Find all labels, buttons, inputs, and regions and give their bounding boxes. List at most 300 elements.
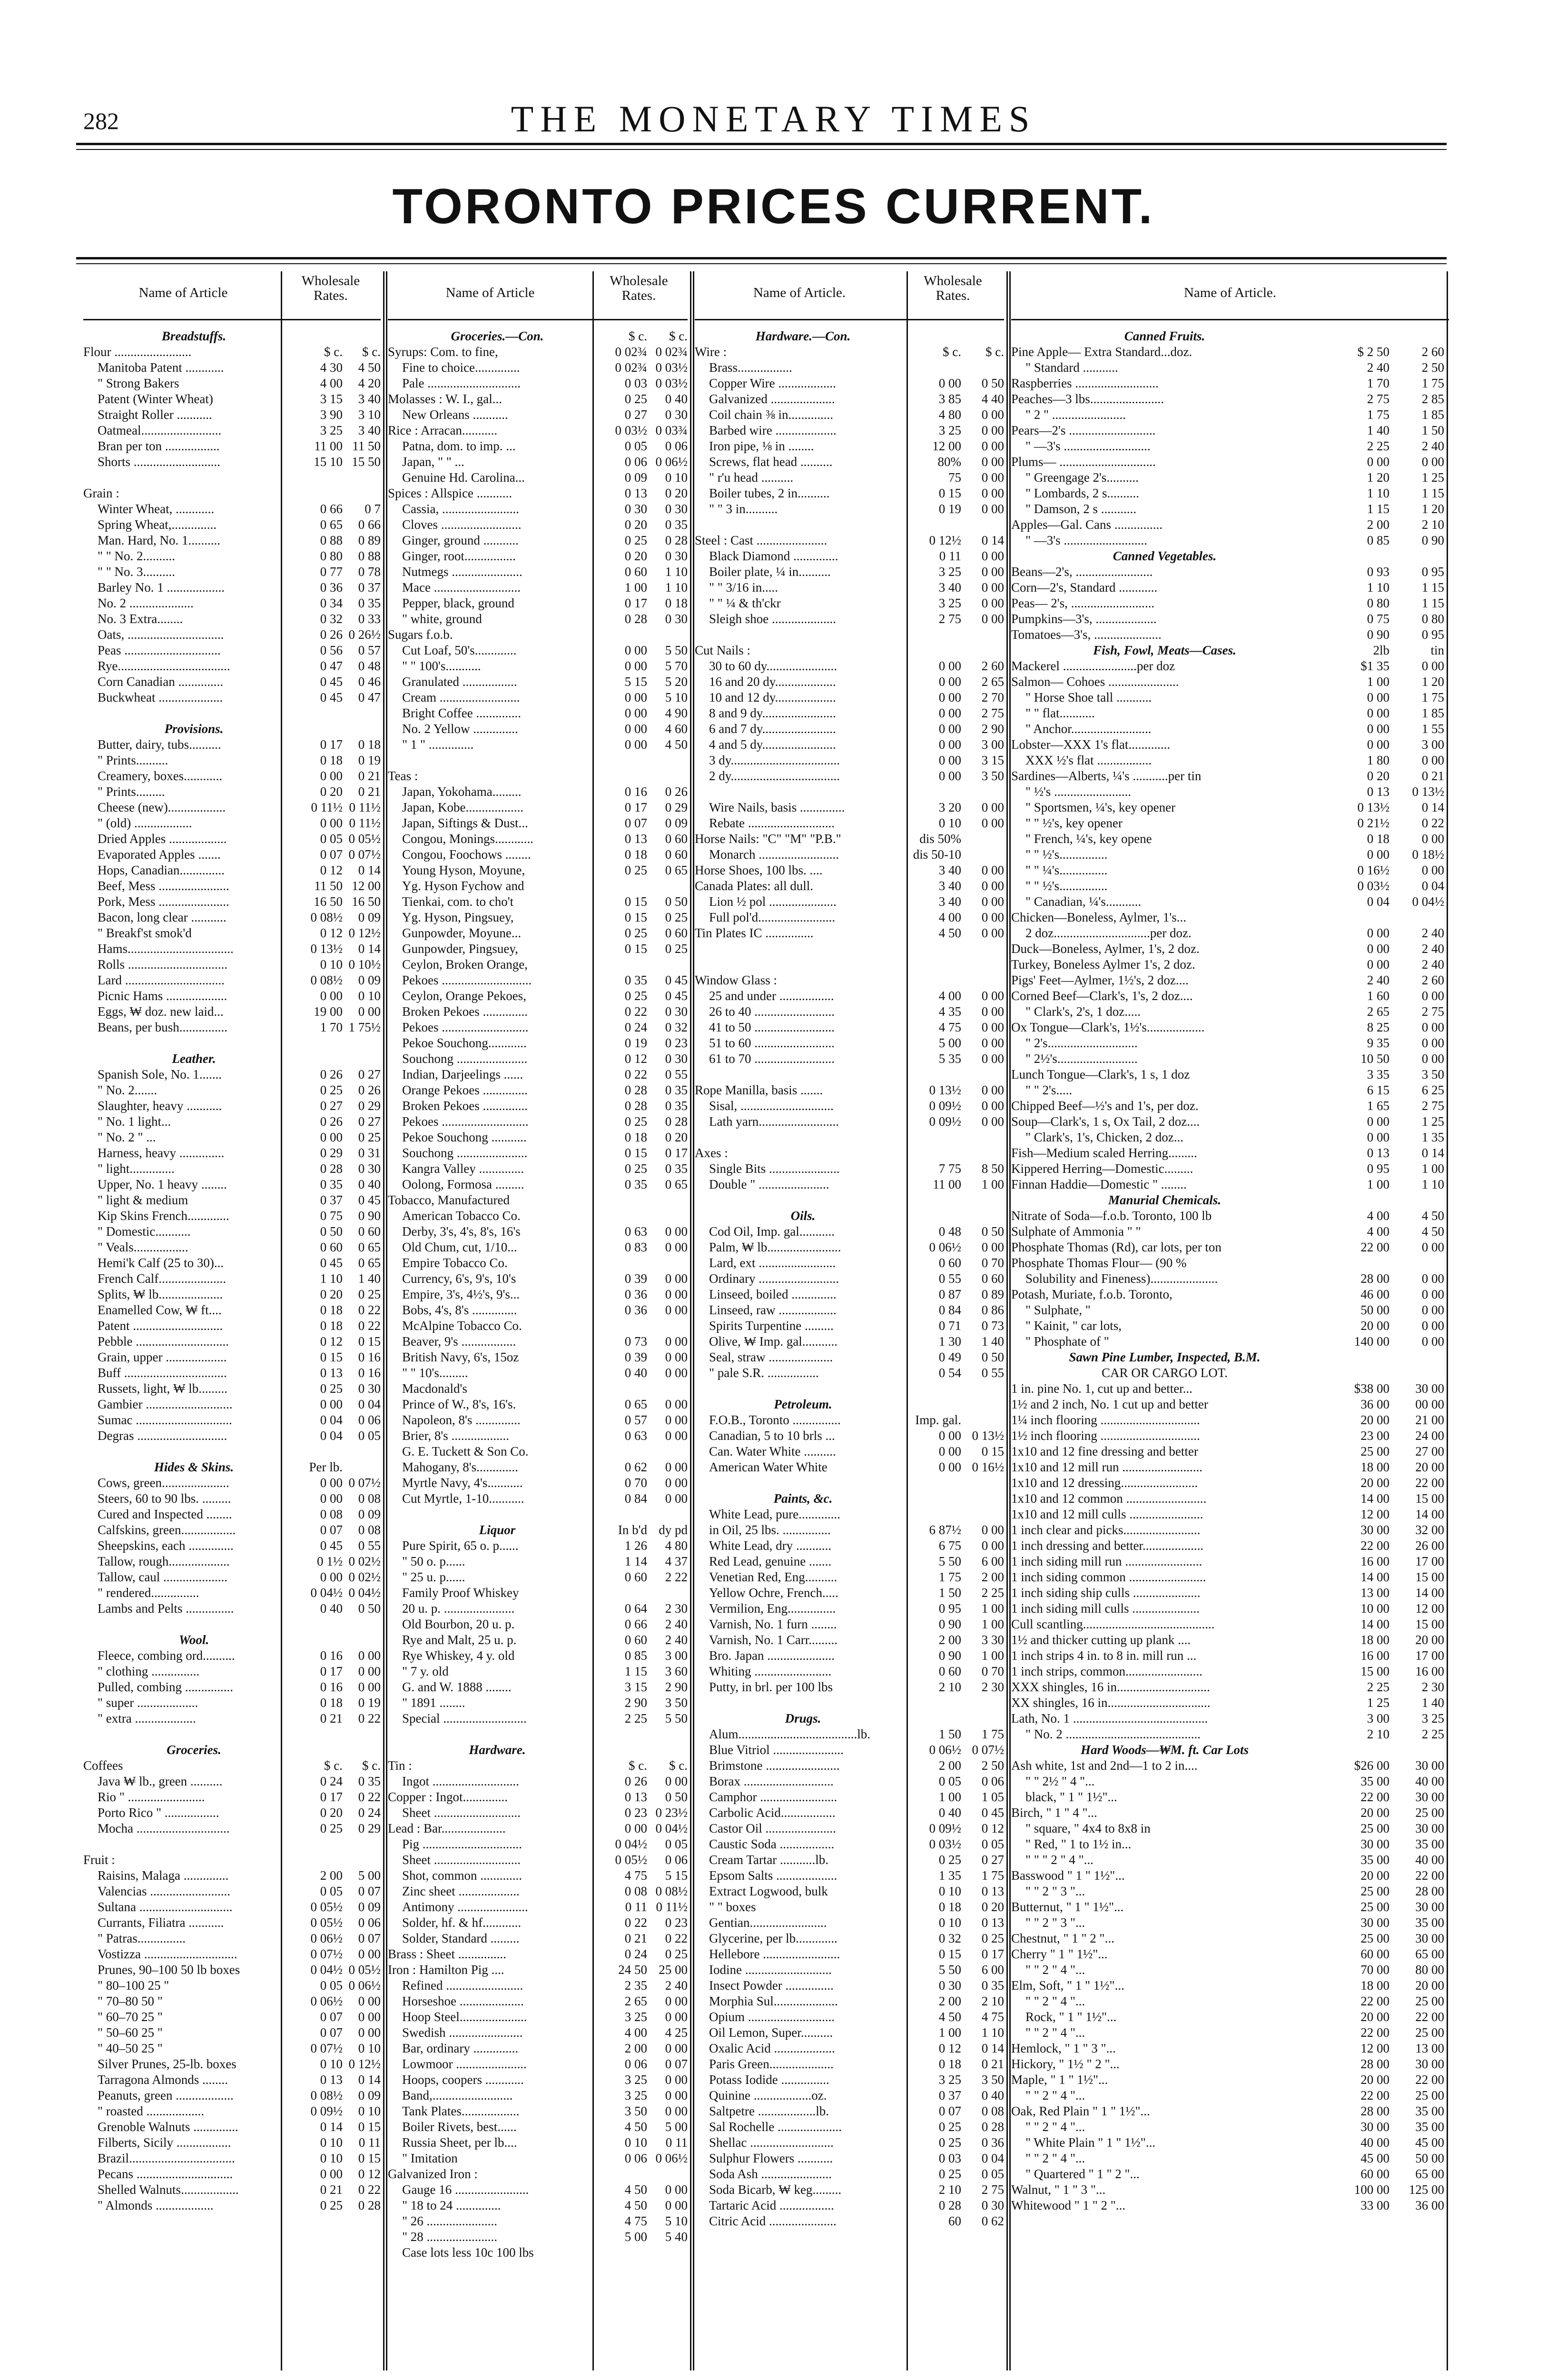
price-low: 0 14 <box>320 2120 343 2134</box>
column-divider <box>383 271 384 2370</box>
price-low: 0 25 <box>938 2167 961 2181</box>
price-row <box>695 1349 1004 1365</box>
article-name: 25 and under ................. <box>709 989 834 1003</box>
price-low <box>911 1475 961 1491</box>
price-low: 0 28 <box>624 1083 647 1097</box>
article-name: G. E. Tuckett & Son Co. <box>402 1444 529 1458</box>
article-name: Breadstuffs. <box>161 329 227 343</box>
price-high: 0 00 <box>1421 1051 1444 1066</box>
article-name: Citric Acid ..................... <box>709 2214 837 2228</box>
article-name <box>83 1444 305 1459</box>
price-low: 0 18 <box>320 753 343 767</box>
price-row <box>1011 1554 1444 1569</box>
section-heading <box>695 1208 1004 1224</box>
price-high: 0 16 <box>358 1366 381 1380</box>
price-low: 0 00 <box>624 659 647 673</box>
price-row <box>388 1035 688 1051</box>
article-name: " No. 1 light... <box>98 1114 171 1129</box>
article-name: " 28 ...................... <box>402 2230 498 2244</box>
article-name: Beans, per bush............... <box>98 1020 227 1034</box>
article-name: Epsom Salts ................... <box>709 1868 838 1883</box>
price-low: 0 00 <box>1367 926 1389 940</box>
article-name: Phosphate Thomas Flour— (90 % <box>1011 1256 1187 1270</box>
price-high: 0 21 <box>358 769 381 783</box>
price-row <box>83 1271 381 1287</box>
price-low: 0 17 <box>320 737 343 752</box>
price-row <box>1011 815 1444 831</box>
article-name: Evaporated Apples ....... <box>98 847 221 862</box>
price-low: 0 87 <box>938 1287 961 1301</box>
price-low: 0 25 <box>624 863 647 877</box>
price-high: 2 90 <box>981 722 1004 736</box>
article-name: Empire, 3's, 4½'s, 9's... <box>402 1287 520 1301</box>
article-name: Coil chain ⅜ in.............. <box>709 407 833 422</box>
column-header-4 <box>1011 274 1449 320</box>
price-low: 0 80 <box>1367 596 1389 610</box>
article-name: Galvanized Iron : <box>388 2167 478 2181</box>
price-low: 0 22 <box>624 1004 647 1019</box>
price-high: 40 00 <box>1415 1853 1444 1867</box>
price-row <box>1011 894 1444 910</box>
price-row <box>1011 2103 1444 2119</box>
article-name: " 18 to 24 .............. <box>402 2198 501 2212</box>
price-low: 0 07 <box>320 2025 343 2040</box>
article-name: Alum.....................................lb. <box>709 1727 871 1741</box>
price-high <box>961 517 1004 533</box>
price-low: 0 00 <box>1367 942 1389 956</box>
price-low: 0 00 <box>938 737 961 752</box>
price-high: 0 40 <box>981 2088 1004 2102</box>
article-name: Tomatoes—3's, ..................... <box>1011 627 1162 642</box>
price-high: 25 00 <box>1415 1805 1444 1820</box>
article-name: Kip Skins French............. <box>98 1209 229 1223</box>
price-low <box>305 1632 343 1648</box>
price-high: 0 50 <box>665 1790 688 1804</box>
price-row <box>695 1287 1004 1302</box>
price-high: 25 00 <box>659 1963 688 1977</box>
price-row <box>388 2103 688 2119</box>
article-name: " Clark's, 2's, 1 doz..... <box>1025 1004 1141 1019</box>
price-low: 0 26 <box>624 1774 647 1788</box>
price-row <box>1011 1397 1444 1412</box>
price-high: 0 09 <box>358 1507 381 1521</box>
article-name: " 2 " ....................... <box>1025 407 1126 422</box>
price-row <box>695 1067 1004 1082</box>
price-high: 0 00 <box>1421 1334 1444 1349</box>
price-high: 0 00 <box>981 1240 1004 1254</box>
article-name: Tarragona Almonds ........ <box>98 2073 228 2087</box>
price-row <box>83 595 381 611</box>
price-low: 1 00 <box>938 2025 961 2040</box>
article-name <box>695 957 911 972</box>
price-high <box>647 1255 688 1271</box>
price-low <box>911 972 961 988</box>
price-row <box>388 1993 688 2009</box>
price-high: 0 36 <box>981 2135 1004 2150</box>
article-name: Oolong, Formosa ......... <box>402 1177 524 1191</box>
article-name: " No. 2....... <box>98 1083 158 1097</box>
price-row <box>1011 1931 1444 1946</box>
price-row <box>388 376 688 391</box>
price-row <box>1011 863 1444 878</box>
price-row <box>1011 595 1444 611</box>
article-name: Ingot ........................... <box>402 1774 519 1788</box>
price-high <box>961 643 1004 658</box>
price-row <box>388 1507 688 1522</box>
price-high <box>343 1632 381 1648</box>
price-low: 3 35 <box>1367 1067 1389 1081</box>
article-name: " Horse Shoe tall ........... <box>1025 690 1152 704</box>
article-name: " " ¼'s............... <box>1025 863 1108 877</box>
article-name: " " No. 3.......... <box>98 565 176 579</box>
article-name: " Domestic........... <box>98 1224 191 1239</box>
price-low: 0 65 <box>320 517 343 532</box>
price-low: 2 25 <box>624 1711 647 1726</box>
price-low <box>911 1397 961 1412</box>
section-heading <box>83 1632 381 1648</box>
price-row <box>1011 1130 1444 1145</box>
price-high: 0 25 <box>981 1931 1004 1945</box>
price-low: 3 25 <box>938 565 961 579</box>
price-row <box>388 847 688 863</box>
price-low: 0 18 <box>938 1900 961 1914</box>
price-high: 0 65 <box>665 863 688 877</box>
price-high: 0 14 <box>358 863 381 877</box>
article-name: Oxalic Acid ................... <box>709 2041 835 2055</box>
article-name: Oils. <box>790 1209 816 1223</box>
article-name <box>388 753 607 768</box>
article-name: Elm, Soft, " 1 " 1½"... <box>1011 1978 1124 1993</box>
price-low: 0 26 <box>320 627 343 642</box>
price-high: 0 00 <box>665 1271 688 1286</box>
price-row <box>83 1428 381 1444</box>
price-row <box>388 1601 688 1616</box>
price-low: 1 26 <box>624 1538 647 1553</box>
price-high <box>961 1695 1004 1711</box>
price-high: 0 07 <box>358 1931 381 1945</box>
price-row <box>83 548 381 564</box>
article-name <box>83 705 305 721</box>
price-low: 0 15 <box>624 942 647 956</box>
article-name: Salmon— Cohoes ...................... <box>1011 674 1179 689</box>
price-high: 2 25 <box>981 1586 1004 1600</box>
price-low: 0 15 <box>938 1947 961 1961</box>
price-high: 0 00 <box>665 1428 688 1443</box>
price-row <box>83 2151 381 2166</box>
price-high: 15 50 <box>352 455 381 469</box>
price-low: 3 25 <box>938 596 961 610</box>
price-high: 0 00 <box>1421 1240 1444 1254</box>
price-low: 15 00 <box>1360 1664 1389 1678</box>
price-row <box>1011 753 1444 768</box>
price-high: 2 85 <box>1421 392 1444 406</box>
price-row <box>1011 1302 1444 1318</box>
price-high: 0 00 <box>981 910 1004 924</box>
price-low: 0 80 <box>320 549 343 563</box>
price-high <box>1389 1192 1444 1208</box>
article-name: Pecans .............................. <box>98 2167 233 2181</box>
price-row <box>83 815 381 831</box>
price-low: 0 20 <box>320 784 343 799</box>
article-name: Mahogany, 8's............. <box>402 1460 518 1474</box>
price-low: 0 08 <box>320 1507 343 1521</box>
price-low: 0 47 <box>320 659 343 673</box>
price-row <box>695 1035 1004 1051</box>
price-high: 0 00 <box>665 1350 688 1364</box>
price-low: 0 71 <box>938 1319 961 1333</box>
article-name: " 25 u. p...... <box>402 1570 465 1584</box>
price-low: 14 00 <box>1360 1491 1389 1506</box>
price-high: 5 20 <box>665 674 688 689</box>
price-low: 33 00 <box>1360 2198 1389 2212</box>
price-high: 0 00 <box>665 1994 688 2008</box>
price-high: 16 50 <box>352 894 381 909</box>
price-row <box>1011 1475 1444 1491</box>
price-high: 15 00 <box>1415 1491 1444 1506</box>
price-row <box>83 1114 381 1130</box>
price-high: 2 40 <box>1421 957 1444 972</box>
price-low: 6 87½ <box>929 1523 961 1537</box>
article-name: " Red, " 1 to 1½ in... <box>1025 1837 1132 1851</box>
price-low: 2 75 <box>1367 392 1389 406</box>
price-low: 0 08½ <box>310 973 343 987</box>
article-name: Opium ........................... <box>709 2010 835 2024</box>
article-name: Pekoe Souchong ........... <box>402 1130 527 1144</box>
price-row <box>83 768 381 784</box>
price-row <box>695 501 1004 517</box>
price-high: 0 06½ <box>655 455 688 469</box>
price-high <box>343 1444 381 1459</box>
price-high <box>647 1507 688 1522</box>
price-row <box>388 831 688 847</box>
column-divider <box>693 271 694 2370</box>
price-high: $ c. <box>985 345 1004 359</box>
price-low: 0 32 <box>938 1931 961 1945</box>
price-row <box>83 2056 381 2072</box>
price-row <box>388 2041 688 2056</box>
price-low: 0 00 <box>938 376 961 390</box>
price-high: 45 00 <box>1415 2135 1444 2150</box>
article-name: Paris Green.................... <box>709 2057 834 2071</box>
article-name: " Imitation <box>402 2151 458 2165</box>
price-row <box>388 1318 688 1334</box>
price-row <box>695 1255 1004 1271</box>
price-low: 2 90 <box>624 1696 647 1710</box>
article-name: Varnish, No. 1 furn ........ <box>709 1617 837 1631</box>
price-row <box>83 611 381 627</box>
price-row <box>83 1726 381 1742</box>
price-low: 0 13 <box>624 1790 647 1804</box>
price-low: 1 50 <box>938 1586 961 1600</box>
price-low: 0 05 <box>320 832 343 846</box>
section-heading <box>1011 1742 1444 1758</box>
price-row <box>695 658 1004 674</box>
price-low: 0 60 <box>320 1240 343 1254</box>
article-name: 1½ inch flooring ............................... <box>1011 1428 1200 1443</box>
price-high <box>961 1208 1004 1224</box>
price-low: 0 25 <box>320 1821 343 1835</box>
price-high: 1 75 <box>1421 690 1444 704</box>
article-name: Lambs and Pelts ............... <box>98 1601 234 1616</box>
price-high: 0 27 <box>358 1067 381 1081</box>
price-high: 8 50 <box>981 1161 1004 1176</box>
price-low: 0 05½ <box>615 1853 647 1867</box>
price-high: 1 40 <box>981 1334 1004 1349</box>
price-low: 0 19 <box>938 502 961 516</box>
price-high: 30 00 <box>1415 1381 1444 1396</box>
price-low: 0 03½ <box>615 423 647 437</box>
price-row <box>1011 1978 1444 1993</box>
price-low <box>305 470 343 486</box>
price-row <box>388 1051 688 1067</box>
article-name: Coffees <box>83 1758 123 1773</box>
price-row <box>1011 360 1444 376</box>
article-name: Linseed, boiled .............. <box>709 1287 837 1301</box>
price-row <box>695 2041 1004 2056</box>
price-row <box>388 1836 688 1852</box>
price-row <box>83 2166 381 2182</box>
price-row <box>388 1145 688 1161</box>
price-low: 0 05½ <box>310 1915 343 1930</box>
price-low: 0 17 <box>624 596 647 610</box>
article-name: Raspberries .......................... <box>1011 376 1159 390</box>
article-name: Straight Roller ........... <box>98 407 212 422</box>
price-row <box>1011 1287 1444 1302</box>
price-high: 13 00 <box>1415 2041 1444 2055</box>
price-high: 1 85 <box>1421 706 1444 720</box>
price-high: 0 00 <box>1421 1287 1444 1301</box>
price-high: 0 00 <box>981 879 1004 893</box>
article-name: Oats, .............................. <box>98 627 224 642</box>
price-low: 1 00 <box>624 580 647 595</box>
price-row <box>1011 627 1444 643</box>
price-row <box>388 1774 688 1789</box>
price-high: 0 02½ <box>348 1554 381 1568</box>
price-row <box>83 784 381 800</box>
price-high: 36 00 <box>1415 2198 1444 2212</box>
article-name: Kangra Valley .............. <box>402 1161 524 1176</box>
article-name: Sardines—Alberts, ¼'s ...........per tin <box>1011 769 1202 783</box>
price-high: 0 15 <box>358 2151 381 2165</box>
price-row <box>388 564 688 580</box>
price-low: 0 60 <box>624 1570 647 1584</box>
price-high <box>647 1381 688 1397</box>
article-name: 2 dy.................................. <box>709 769 840 783</box>
price-row <box>1011 768 1444 784</box>
price-low: 0 00 <box>1367 722 1389 736</box>
article-name: Barbed wire ................... <box>709 423 837 437</box>
price-high: 0 30 <box>665 1004 688 1019</box>
article-name: " Kainit, " car lots, <box>1025 1319 1122 1333</box>
price-low: 0 11½ <box>311 800 343 814</box>
price-high: 0 00 <box>665 1240 688 1254</box>
price-low: 60 00 <box>1360 1947 1389 1961</box>
price-low: 20 00 <box>1360 1413 1389 1427</box>
article-name: Palm, ₩ lb....................... <box>709 1240 841 1254</box>
price-row <box>388 690 688 705</box>
price-high <box>343 1051 381 1067</box>
price-row <box>695 1428 1004 1444</box>
price-high: 2 65 <box>981 674 1004 689</box>
price-high: 27 00 <box>1415 1444 1444 1458</box>
price-low: 30 00 <box>1360 2120 1389 2134</box>
price-low: 0 28 <box>624 1099 647 1113</box>
price-high: 0 15 <box>358 1334 381 1349</box>
price-low: 18 00 <box>1360 1978 1389 1993</box>
article-name: Manitoba Patent ............ <box>98 360 224 375</box>
price-low: 3 90 <box>320 407 343 422</box>
price-low: 0 10 <box>938 1915 961 1930</box>
article-name: Valencias ......................... <box>98 1884 230 1898</box>
article-name: Monarch ......................... <box>709 847 839 862</box>
price-row <box>1011 1836 1444 1852</box>
article-name: Iodine ........................... <box>709 1963 832 1977</box>
article-name: Ox Tongue—Clark's, 1½'s.................. <box>1011 1020 1205 1034</box>
article-name: Spanish Sole, No. 1....... <box>98 1067 222 1081</box>
price-row <box>83 878 381 894</box>
article-name: Ash white, 1st and 2nd—1 to 2 in.... <box>1011 1758 1198 1773</box>
article-name: Eggs, ₩ doz. new laid... <box>98 1004 224 1019</box>
price-low: 0 57 <box>624 1413 647 1427</box>
article-name: Young Hyson, Moyune, <box>402 863 525 877</box>
article-name: Oatmeal......................... <box>98 423 222 437</box>
price-low: In b'd <box>618 1523 647 1537</box>
price-high: 0 48 <box>358 659 381 673</box>
article-name: Degras ............................ <box>98 1428 227 1443</box>
price-low: 0 37 <box>938 2088 961 2102</box>
price-low: 0 93 <box>1367 565 1389 579</box>
price-row <box>695 1334 1004 1349</box>
price-high <box>343 1035 381 1051</box>
price-high: 0 00 <box>1421 1271 1444 1286</box>
section-heading <box>83 1051 381 1067</box>
price-row <box>695 627 1004 643</box>
price-row <box>388 611 688 627</box>
article-name: Japan, Yokohama......... <box>402 784 522 799</box>
price-low: 0 06 <box>624 455 647 469</box>
article-name: Paints, &c. <box>773 1491 833 1506</box>
price-row <box>83 423 381 438</box>
price-row <box>83 1852 381 1868</box>
article-name: No. 2 Yellow .............. <box>402 722 518 736</box>
article-name: Pig ............................... <box>402 1837 522 1851</box>
price-row <box>1011 1318 1444 1334</box>
article-name: White Lead, dry ........... <box>709 1538 832 1553</box>
article-name: Bro. Japan ..................... <box>709 1648 835 1663</box>
price-low: 0 06½ <box>929 1240 961 1254</box>
price-high: 2 30 <box>665 1601 688 1616</box>
price-low: 0 20 <box>1367 769 1389 783</box>
price-row <box>83 2103 381 2119</box>
price-low: 0 00 <box>1367 706 1389 720</box>
price-row <box>83 1616 381 1632</box>
article-name: 1½ and thicker cutting up plank .... <box>1011 1633 1191 1647</box>
article-name: Groceries. <box>167 1743 221 1757</box>
price-high: 0 26 <box>358 1083 381 1097</box>
price-high <box>647 1318 688 1334</box>
price-low <box>911 360 961 376</box>
price-low: 4 75 <box>624 1868 647 1883</box>
price-high: 0 03¾ <box>655 423 688 437</box>
article-name: Spirits Turpentine ......... <box>709 1319 834 1333</box>
price-high: 0 07 <box>665 2057 688 2071</box>
price-high: 3 25 <box>1421 1711 1444 1726</box>
article-name: Insect Powder ............... <box>709 1978 834 1993</box>
article-name <box>388 1507 607 1522</box>
price-row <box>83 1993 381 2009</box>
article-name: Axes : <box>695 1146 728 1160</box>
price-low: 0 08½ <box>310 2088 343 2102</box>
